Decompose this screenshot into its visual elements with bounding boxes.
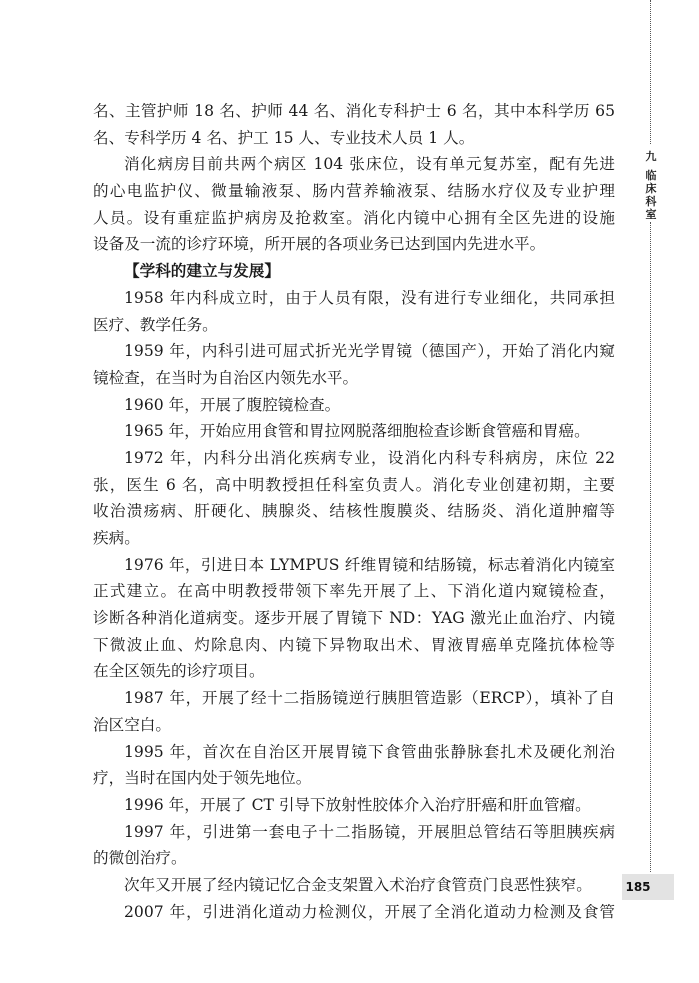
text-line: 2007 年，引进消化道动力检测仪，开展了全消化道动力检测及食管 [124,902,615,921]
text-line: 名、专科学历 4 名、护工 15 人、专业技术人员 1 人。 [93,128,475,147]
text-line: 1960 年，开展了腹腔镜检查。 [124,395,341,414]
text-line: 人员。设有重症监护病房及抢救室。消化内镜中心拥有全区先进的设施 [93,208,615,227]
chapter-char: 临 [645,169,657,182]
text-line: 张，医生 6 名，高中明教授担任科室负责人。消化专业创建初期，主要 [93,475,615,494]
text-line: 1996 年，开展了 CT 引导下放射性胶体介入治疗肝癌和肝血管瘤。 [124,795,591,814]
text-line: 疗，当时在国内处于领先地位。 [93,769,312,788]
chapter-char: 科 [645,195,657,208]
text-line: 的微创治疗。 [93,849,187,868]
text-line: 1987 年，开展了经十二指肠镜逆行胰胆管造影（ERCP），填补了自 [124,689,615,708]
text-line: 疾病。 [93,529,140,547]
text-line: 在全区领先的诊疗项目。 [93,662,265,681]
text-line: 医疗、教学任务。 [93,315,218,334]
text-line: 设备及一流的诊疗环境，所开展的各项业务已达到国内先进水平。 [93,235,546,254]
text-line: 的心电监护仪、微量输液泵、肠内营养输液泵、结肠水疗仪及专业护理 [93,182,615,201]
section-heading: 【学科的建立与发展】 [124,261,280,281]
text-line: 治区空白。 [93,715,171,734]
text-line: 镜检查，在当时为自治区内领先水平。 [93,368,359,387]
text-line: 消化病房目前共两个病区 104 张床位，设有单元复苏室，配有先进 [124,155,615,174]
text-line: 名、主管护师 18 名、护师 44 名、消化专科护士 6 名，其中本科学历 65 [93,102,615,120]
text-line: 1972 年，内科分出消化疾病专业，设消化内科专科病房，床位 22 [124,448,615,467]
body-text [93,98,615,925]
text-line: 下微波止血、灼除息肉、内镜下异物取出术、胃液胃癌单克隆抗体检等 [93,635,615,654]
text-line: 诊断各种消化道病变。逐步开展了胃镜下 ND：YAG 激光止血治疗、内镜 [93,609,615,628]
text-line: 正式建立。在高中明教授带领下率先开展了上、下消化道内窥镜检查， [93,582,615,601]
text-line: 1997 年，引进第一套电子十二指肠镜，开展胆总管结石等胆胰疾病 [124,822,615,841]
text-line: 1959 年，内科引进可屈式折光光学胃镜（德国产），开始了消化内窥 [124,342,615,361]
text-line: 1965 年，开始应用食管和胃拉网脱落细胞检查诊断食管癌和胃癌。 [124,422,590,441]
chapter-char: 室 [645,208,657,221]
chapter-char: 床 [645,182,657,195]
text-line: 1976 年，引进日本 LYMPUS 纤维胃镜和结肠镜，标志着消化内镜室 [124,555,615,574]
chapter-number: 九 [645,150,657,163]
text-line: 次年又开展了经内镜记忆合金支架置入术治疗食管贲门良恶性狭窄。 [124,875,592,894]
margin-dotted-rule-bottom [650,222,651,872]
text-line: 1995 年，首次在自治区开展胃镜下食管曲张静脉套扎术及硬化剂治 [124,742,615,761]
text-line: 1958 年内科成立时，由于人员有限，没有进行专业细化，共同承担 [124,288,615,307]
text-line: 收治溃疡病、肝硬化、胰腺炎、结核性腹膜炎、结肠炎、消化道肿瘤等 [93,502,615,521]
margin-dotted-rule-top [650,0,651,144]
chapter-side-label [643,150,659,221]
page-number: 185 [625,880,651,894]
